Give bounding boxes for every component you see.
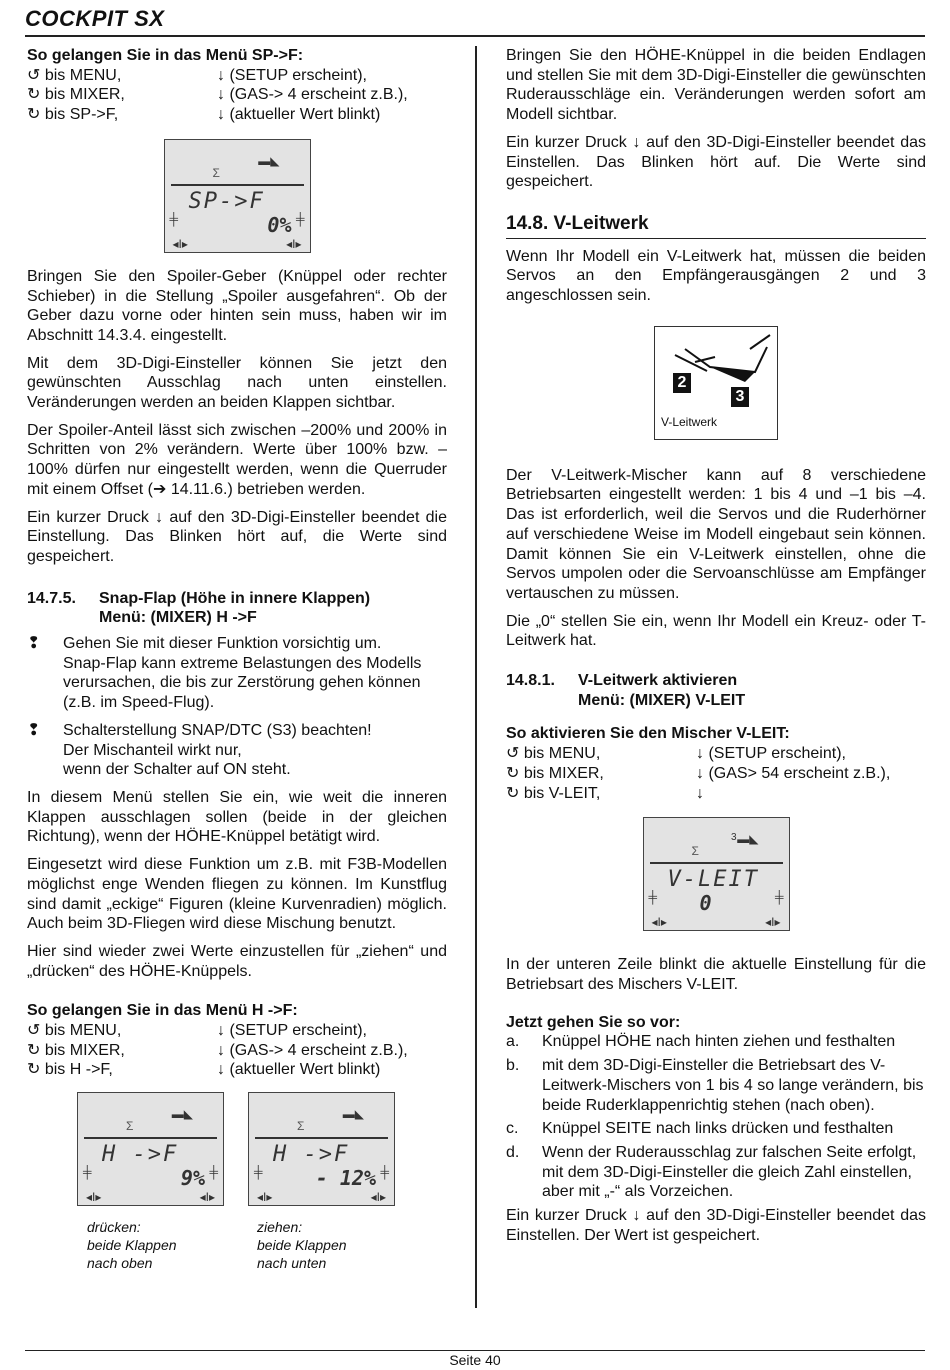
paragraph: Eingesetzt wird diese Funktion um z.B. mit F3B-Modellen möglichst enge Wenden fliegen zu können. Im Kunstflug sind damit „eckige“ Figuren (kleine Kurvenradien) möglich. Auch beim 3D-Fliegen wird diese Mischung benutzt. (27, 856, 447, 933)
plane-icon: ▬◣ (342, 1107, 364, 1122)
trim-left-icon: ╪ (648, 890, 658, 905)
trim-bottom-right-icon: ◂I▸ (199, 1190, 215, 1205)
paragraph: In der unteren Zeile blinkt die aktuelle Einstellung für die Betriebsart des Mischers V-LEIT. (506, 956, 926, 993)
lcd-display-h-f-pull: ▬◣ Σ H ->F - 12% ╪ ╪ ◂I▸ ◂I▸ (248, 1092, 395, 1206)
list-item: c. Knüppel SEITE nach links drücken und festhalten (506, 1120, 894, 1138)
v-tail-figure (654, 326, 778, 440)
trim-bottom-right-icon: ◂I▸ (286, 236, 302, 251)
paragraph: Ein kurzer Druck ↓ auf den 3D-Digi-Einsteller beendet das Einstellen. Der Wert ist gespeichert. (506, 1207, 926, 1244)
paragraph: Der Spoiler-Anteil lässt sich zwischen –200% und 200% in Schritten von 2% verändern. Werte über 100% bzw. –100% dürfen nur eingestellt werden, wenn die Querruder mit einem Offset (➔ 14.11.6.) betrieben werden. (27, 421, 447, 498)
servo-2-badge: 2 (673, 373, 691, 393)
header-rule (25, 35, 925, 37)
paragraph: Bringen Sie den HÖHE-Knüppel in die beiden Endlagen und stellen Sie mit dem 3D-Digi-Einsteller die gewünschten Ruderausschläge ein. Veränderungen werden sofort am Modell sichtbar. (506, 47, 926, 124)
lcd-display-sp-f: ▬◣ Σ SP->F 0% ╪ ╪ ◂I▸ ◂I▸ (164, 139, 311, 253)
figure-label: V-Leitwerk (661, 414, 718, 429)
paragraph: Der V-Leitwerk-Mischer kann auf 8 verschiedene Betriebsarten eingestellt werden: 1 bis 4 und –1 bis –4. Das ist erforderlich, weil die Servos und die Ruderhörner auf verschiedene Weise im Modell eingebaut sein können. Damit können Sie ein V-Leitwerk einstellen, ohne die Servos umpolen oder die Servoanschlüsse am Empfänger vertauschen zu müssen. (506, 466, 926, 602)
menu-intro: So gelangen Sie in das Menü H ->F: (27, 1002, 298, 1020)
lcd-display-h-f-push: ▬◣ Σ H ->F 9% ╪ ╪ ◂I▸ ◂I▸ (77, 1092, 224, 1206)
trim-bottom-left-icon: ◂I▸ (172, 236, 188, 251)
list-item: b. mit dem 3D-Digi-Einsteller die Betriebsart des V-Leitwerk-Mischers von 1 bis 4 so lange verändern, bis beide Ruderklappenrichtig stehen (nach oben). (506, 1057, 924, 1114)
nav-list-2: ↺ bis MENU, ↓ (SETUP erscheint), ↻ bis MIXER, ↓ (GAS-> 4 erscheint z.B.), ↻ bis H ->F, ↓ (aktueller Wert blinkt) (27, 1022, 408, 1079)
caption-pull: ziehen: beide Klappen nach unten (257, 1219, 347, 1272)
trim-bottom-right-icon: ◂I▸ (765, 915, 781, 930)
trim-right-icon: ╪ (295, 211, 305, 226)
plane-icon: ▬◣ (258, 153, 280, 168)
steps-title: Jetzt gehen Sie so vor: (506, 1013, 681, 1031)
warning-block: ❢ Gehen Sie mit dieser Funktion vorsichtig um. Snap-Flap kann extreme Belastungen des Modells verursachen, die bis zur Zerstörung gehen können (z.B. im Speed-Flug). (27, 635, 422, 712)
plane-icon: ▬◣ (171, 1107, 193, 1122)
section-rule (506, 238, 926, 239)
servo-3-badge: 3 (731, 387, 749, 407)
trim-left-icon: ╪ (254, 1165, 263, 1180)
plane-icon: ▬◣ (737, 832, 759, 847)
column-divider (475, 46, 477, 1308)
footer-rule (25, 1350, 925, 1351)
lcd-display-v-leit: 3 ▬◣ Σ V-LEIT 0 ╪ ╪ ◂I▸ ◂I▸ (643, 817, 790, 931)
paragraph: Wenn Ihr Modell ein V-Leitwerk hat, müssen die beiden Servos an den Empfängerausgängen 2 und 3 angeschlossen sein. (506, 247, 926, 305)
paragraph: Ein kurzer Druck ↓ auf den 3D-Digi-Einsteller beendet die Einstellung. Das Blinken hört auf, die Werte sind gespeichert. (27, 508, 447, 565)
subsection-heading-14-8-1: 14.8.1. V-Leitwerk aktivieren Menü: (MIXER) V-LEIT (506, 672, 746, 709)
section-heading-14-8: 14.8. V-Leitwerk (506, 212, 649, 234)
list-item: d. Wenn der Ruderausschlag zur falschen Seite erfolgt, mit dem 3D-Digi-Einsteller die gleich Zahl einstellen, aber mit „-“ als Vorzeichen. (506, 1143, 917, 1201)
section-heading-14-7-5: 14.7.5. Snap-Flap (Höhe in innere Klappen) Menü: (MIXER) H ->F (27, 589, 371, 627)
trim-right-icon: ╪ (774, 890, 784, 905)
trim-bottom-left-icon: ◂I▸ (651, 915, 667, 930)
caption-push: drücken: beide Klappen nach oben (87, 1219, 177, 1272)
warning-icon: ❢ (27, 635, 41, 653)
paragraph: In diesem Menü stellen Sie ein, wie weit die inneren Klappen ausschlagen sollen (beide in der gleichen Richtung), wenn der HÖHE-Knüppel betätigt wird. (27, 788, 447, 846)
menu-intro: So gelangen Sie in das Menü SP->F: (27, 47, 304, 64)
paragraph: Die „0“ stellen Sie ein, wenn Ihr Modell ein Kreuz- oder T-Leitwerk hat. (506, 612, 926, 650)
page-number: Seite 40 (449, 1352, 501, 1368)
warning-icon: ❢ (27, 721, 41, 739)
trim-right-icon: ╪ (209, 1165, 218, 1180)
paragraph: Bringen Sie den Spoiler-Geber (Knüppel oder rechter Schieber) in die Stellung „Spoiler ausgefahren“. Ob der Geber dazu vorne oder hinten sein muss, haben wir im Abschnitt 14.3.4. eingestellt. (27, 267, 447, 344)
steps-list (506, 1032, 926, 1202)
paragraph: Hier sind wieder zwei Werte einzustellen für „ziehen“ und „drücken“ des HÖHE-Knüppels. (27, 942, 447, 980)
warning-block: ❢ Schalterstellung SNAP/DTC (S3) beachten! Der Mischanteil wirkt nur, wenn der Schalter auf ON steht. (27, 721, 372, 779)
lcd-captions (27, 1218, 447, 1272)
trim-left-icon: ╪ (169, 211, 179, 226)
left-column (27, 46, 447, 1272)
right-column (506, 46, 926, 1253)
nav-list-1: ↺ bis MENU, ↓ (SETUP erscheint), ↻ bis MIXER, ↓ (GAS-> 4 erscheint z.B.), ↻ bis SP->F, ↓ (aktueller Wert blinkt) (27, 66, 408, 124)
trim-right-icon: ╪ (380, 1165, 389, 1180)
paragraph: Mit dem 3D-Digi-Einsteller können Sie jetzt den gewünschten Ausschlag nach unten einstellen. Veränderungen werden an beiden Klappen sichtbar. (27, 354, 447, 412)
menu-intro: So aktivieren Sie den Mischer V-LEIT: (506, 725, 790, 743)
page-header-title: COCKPIT SX (25, 6, 165, 31)
trim-bottom-right-icon: ◂I▸ (370, 1190, 386, 1205)
paragraph: Ein kurzer Druck ↓ auf den 3D-Digi-Einsteller beendet das Einstellen. Das Blinken hört auf. Die Werte sind gespeichert. (506, 133, 926, 191)
lcd-pair (27, 1092, 447, 1206)
trim-bottom-left-icon: ◂I▸ (86, 1190, 102, 1205)
list-item: a. Knüppel HÖHE nach hinten ziehen und festhalten (506, 1033, 896, 1051)
trim-bottom-left-icon: ◂I▸ (257, 1190, 273, 1205)
trim-left-icon: ╪ (83, 1165, 92, 1180)
nav-list-3: ↺ bis MENU, ↓ (SETUP erscheint), ↻ bis MIXER, ↓ (GAS> 54 erscheint z.B.), ↻ bis V-LEIT, ↓ (506, 745, 891, 802)
